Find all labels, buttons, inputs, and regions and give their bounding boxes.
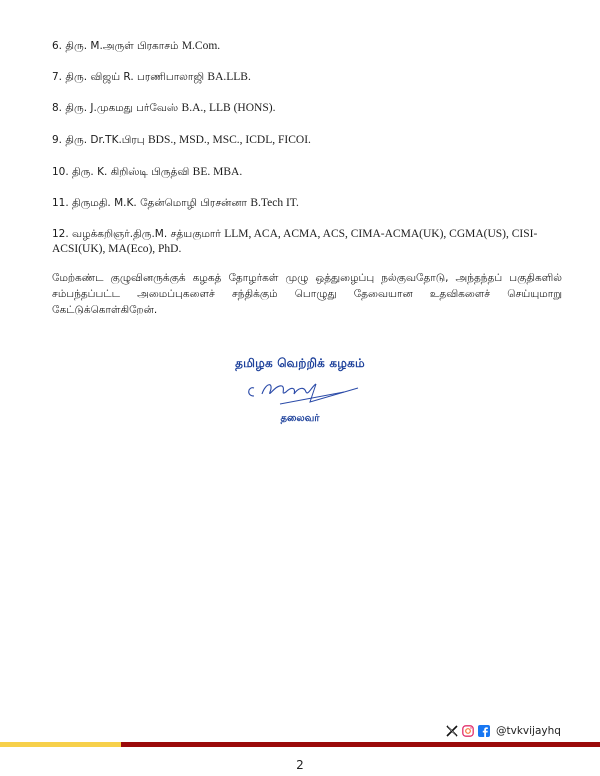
- item-qualifications: B.A., LLB (HONS).: [181, 102, 276, 114]
- item-name: Dr.TK.பிரபு: [90, 134, 145, 146]
- item-title: திரு.: [65, 102, 88, 114]
- item-name: M.அருள் பிரகாசம்: [90, 40, 179, 52]
- item-qualifications: BA.LLB.: [207, 71, 251, 83]
- item-name: M.K. தேன்மொழி பிரசன்னா: [114, 197, 248, 209]
- item-qualifications: M.Com.: [181, 40, 221, 52]
- item-number: 11.: [52, 197, 69, 209]
- list-item-10: [52, 165, 242, 179]
- list-item-7: [52, 70, 251, 84]
- page-number: 2: [296, 758, 304, 772]
- item-title: திரு.: [65, 134, 88, 146]
- item-qualifications: BDS., MSD., MSC., ICDL, FICOI.: [147, 134, 311, 146]
- item-number: 8.: [52, 102, 63, 114]
- facebook-icon[interactable]: [478, 725, 490, 737]
- instagram-icon[interactable]: [462, 725, 474, 737]
- item-name: J.முகமது பர்வேஸ்: [90, 102, 179, 114]
- list-item-11: [52, 196, 299, 210]
- list-item-12: [52, 227, 562, 257]
- item-title: திரு.: [65, 40, 88, 52]
- item-name: M. சத்யகுமார்: [154, 228, 221, 240]
- footer-bar-red: [121, 742, 600, 747]
- item-title: திருமதி.: [72, 197, 111, 209]
- signature-block: [0, 356, 600, 425]
- social-handle[interactable]: @tvkvijayhq: [496, 725, 561, 737]
- list-item-9: [52, 133, 311, 147]
- closing-paragraph: மேற்கண்ட குழுவினருக்குக் கழகத் தோழர்கள் முழு ஒத்துழைப்பு நல்குவதோடு, அந்தந்தப் பகுதிகளில் சம்பந்தப்பட்ட அமைப்புகளைச் சந்திக்கும் பொழுது தேவையான உதவிகளைச் செய்யுமாறு கேட்டுக்கொள்கிறேன்.: [52, 272, 562, 316]
- item-number: 12.: [52, 228, 69, 240]
- item-number: 7.: [52, 71, 63, 83]
- item-name: விஜய் R. பரணிபாலாஜி: [90, 71, 205, 83]
- item-title: திரு.: [72, 166, 94, 178]
- footer-bar-yellow: [0, 742, 121, 747]
- designation: தலைவர்: [280, 413, 320, 424]
- item-qualifications: LLM, ACA, ACMA, ACS, CIMA-ACMA(UK), CGMA(US), CISI-ACSI(UK), MA(Eco), PhD.: [52, 228, 538, 255]
- item-number: 10.: [52, 166, 69, 178]
- organization-name: தமிழக வெற்றிக் கழகம்: [235, 356, 365, 370]
- list-item-6: [52, 39, 220, 53]
- item-number: 9.: [52, 134, 63, 146]
- item-qualifications: BE. MBA.: [192, 166, 243, 178]
- item-title: வழக்கறிஞர்.திரு.: [72, 228, 155, 240]
- item-number: 6.: [52, 40, 63, 52]
- x-icon[interactable]: [446, 725, 458, 737]
- item-qualifications: B.Tech IT.: [250, 197, 299, 209]
- list-item-8: [52, 101, 275, 115]
- item-title: திரு.: [65, 71, 88, 83]
- item-name: K. கிறிஸ்டி பிருத்வி: [97, 166, 190, 178]
- signature-icon: [240, 374, 360, 412]
- social-links: [446, 723, 561, 739]
